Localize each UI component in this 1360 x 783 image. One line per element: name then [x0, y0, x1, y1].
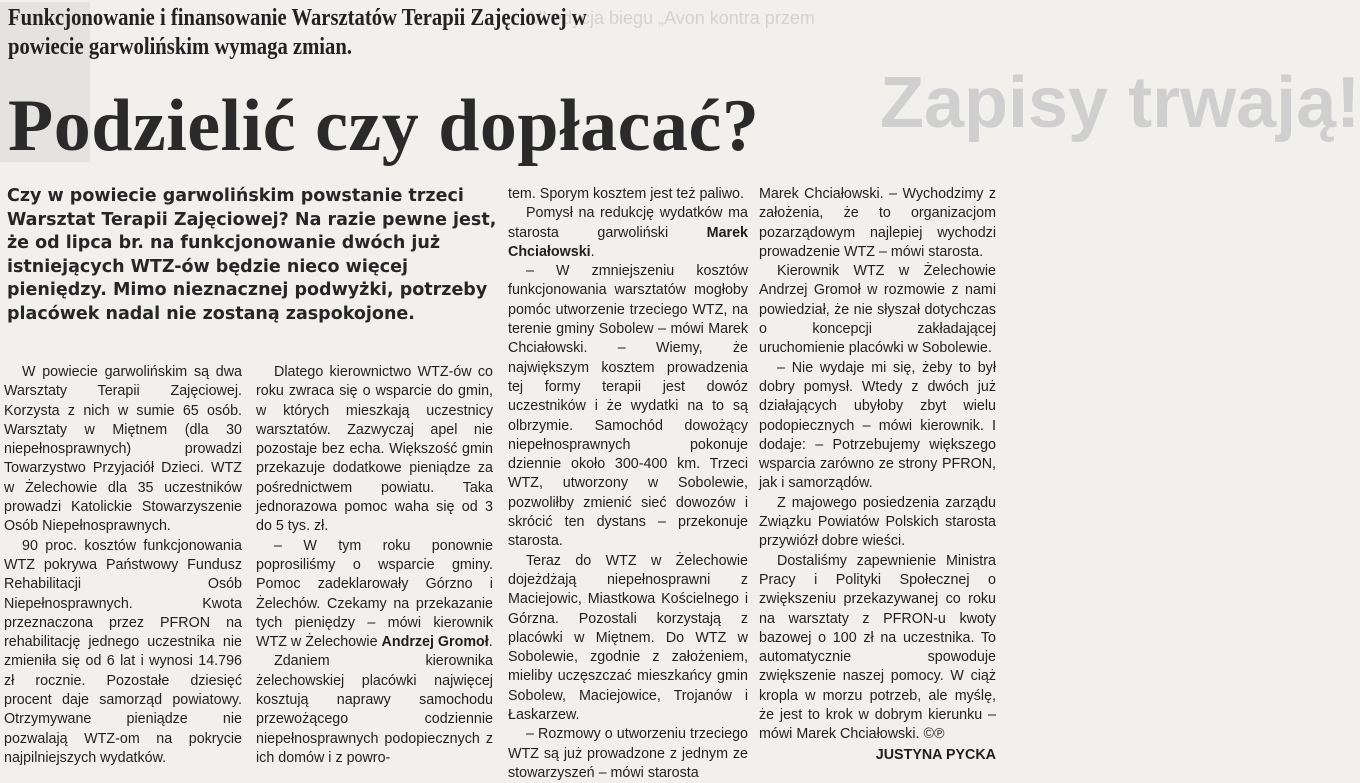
paragraph: – Rozmowy o utworzeniu trzeciego WTZ są już prowadzone z jednym ze stowarzyszeń – mówi starosta: [508, 726, 748, 781]
paragraph: 90 proc. kosztów funkcjonowania WTZ pokrywa Państwowy Fundusz Rehabilitacji Osób Niepełnosprawnych. Kwota przeznaczona przez PFRON na rehabilitację jednego uczestnika nie zmieniła się od 6 lat i wynosi 14.796 zł rocznie. Pozostałe dziesięć procent daje samorząd powiatowy. Otrzymywane pieniądze nie pozwalają WTZ-om na pokrycie najpilniejszych wydatków.: [4, 537, 242, 766]
article-subhead: Funkcjonowanie i finansowanie Warsztatów Terapii Zajęciowej w powiecie garwolińskim wymaga zmian.: [8, 5, 587, 60]
paragraph: – W tym roku ponownie poprosiliśmy o wsparcie gminy. Pomoc zadeklarowały Górzno i Żelechów. Czekamy na przekazanie tych pieniędzy – mówi kierownik WTZ w Żelechowie Andrzej Gromoł.: [256, 537, 493, 651]
neighbor-article-title: Zapisy trwają!: [880, 63, 1360, 143]
paragraph: W powiecie garwolińskim są dwa Warsztaty Terapii Zajęciowej. Korzysta z nich w sumie 65 osób. Warsztaty w Miętnem (dla 30 niepełnosprawnych) prowadzi Towarzystwo Przyjaciół Dzieci. WTZ w Żelechowie dla 35 uczestników prowadzi Katolickie Stowarzyszenie Osób Niepełnosprawnych.: [4, 364, 242, 535]
paragraph: Dlatego kierownictwo WTZ-ów co roku zwraca się o wsparcie do gmin, w których mieszkają uczestnicy warsztatów. Zazwyczaj apel nie pozostaje bez echa. Większość gmin przekazuje dodatkowe pieniądze za pośrednictwem powiatu. Taka jednorazowa pomoc waha się od 3 do 5 tys. zł.: [256, 364, 493, 535]
paragraph: Teraz do WTZ w Żelechowie dojeżdżają niepełnosprawni z Maciejowic, Miastkowa Kościelnego i Górzna. Pozostali korzystają z placówki w Miętnem. Do WTZ w Sobolewie, zgodnie z założeniem, mieliby uczęszczać mieszkańcy gmin Sobolew, Maciejowice, Trojanów i Łaskarzew.: [508, 552, 748, 724]
article-column-4: [759, 185, 996, 765]
quote-text: – W tym roku ponownie poprosiliśmy o wsparcie gminy. Pomoc zadeklarowały Górzno i Żelechów. Czekamy na przekazanie tych pieniędzy – mówi kierownik WTZ w Żelechowie: [256, 537, 493, 651]
paragraph: tem. Sporym kosztem jest też paliwo.: [508, 186, 744, 202]
article-lead: Czy w powiecie garwolińskim powstanie trzeci Warsztat Terapii Zajęciowej? Na razie pewne jest, że od lipca br. na funkcjonowanie dwóch już istniejących WTZ-ów będzie nieco więcej pieniędzy. Mimo nieznacznej podwyżki, potrzeby placówek nadal nie zostaną zaspokojone.: [7, 186, 497, 324]
paragraph: Pomysł na redukcję wydatków ma starosta garwoliński Marek Chciałowski.: [508, 205, 748, 260]
paragraph-text: Pomysł na redukcję wydatków ma starosta garwoliński: [508, 205, 748, 241]
paragraph: – W zmniejszeniu kosztów funkcjonowania warsztatów mogłoby pomóc utworzenie trzeciego WTZ, na terenie gminy Sobolew – mówi Marek Chciałowski. – Wiemy, że największym kosztem prowadzenia tej formy terapii jest dowóz uczestników i że wydatki na to są olbrzymie. Samochód dowożący niepełnosprawnych pokonuje dziennie około 300-400 km. Trzeci WTZ, utworzony w Sobolewie, pozwoliłby zmienić sieć dowozów i skrócić ten dystans – przekonuje starosta.: [508, 263, 748, 550]
article-headline: Podzielić czy dopłacać?: [8, 85, 760, 167]
article-column-3: [508, 185, 748, 783]
article-column-1: [4, 363, 242, 768]
person-name: Andrzej Gromoł: [381, 634, 489, 651]
person-name: Marek Chciałowski: [508, 224, 748, 260]
paragraph: Dostaliśmy zapewnienie Ministra Pracy i Polityki Społecznej o zwiększeniu przekazywanej co roku na warsztaty z PFRON-u kwoty bazowej o 100 zł na uczestnika. To automatycznie spowoduje zwiększenie naszej pomocy. W ciąż kropla w morzu potrzeb, ale myślę, że jest to krok w dobrym kierunku – mówi Marek Chciałowski. ©℗: [759, 552, 996, 743]
paragraph: Marek Chciałowski. – Wychodzimy z założenia, że to organizacjom pozarządowym najlepiej wychodzi prowadzenie WTZ – mówi starosta.: [759, 186, 996, 260]
paragraph: Kierownik WTZ w Żelechowie Andrzej Gromoł w rozmowie z nami powiedział, że nie słyszał dotychczas o koncepcji zakładającej uruchomienie placówki w Sobolewie.: [759, 263, 996, 357]
paragraph: Z majowego posiedzenia zarządu Związku Powiatów Polskich starosta przywiózł dobre wieści.: [759, 494, 996, 550]
author-byline: JUSTYNA PYCKA: [875, 746, 996, 763]
paragraph: – Nie wydaje mi się, żeby to był dobry pomysł. Wtedy z dwóch już działających ubyłoby zbyt wielu podopiecznych – mówi kierownik. I dodaje: – Potrzebujemy większego wsparcia zarówno ze strony PFRON, jak i samorządów.: [759, 359, 996, 492]
neighbor-article-headline: VI edycja biegu „Avon kontra przem: [530, 8, 815, 28]
article-column-2: [256, 363, 493, 768]
paragraph: Zdaniem kierownika żelechowskiej placówki najwięcej kosztują naprawy samochodu przewożącego codziennie niepełnosprawnych podopiecznych z ich domów i z powro-: [256, 653, 493, 766]
